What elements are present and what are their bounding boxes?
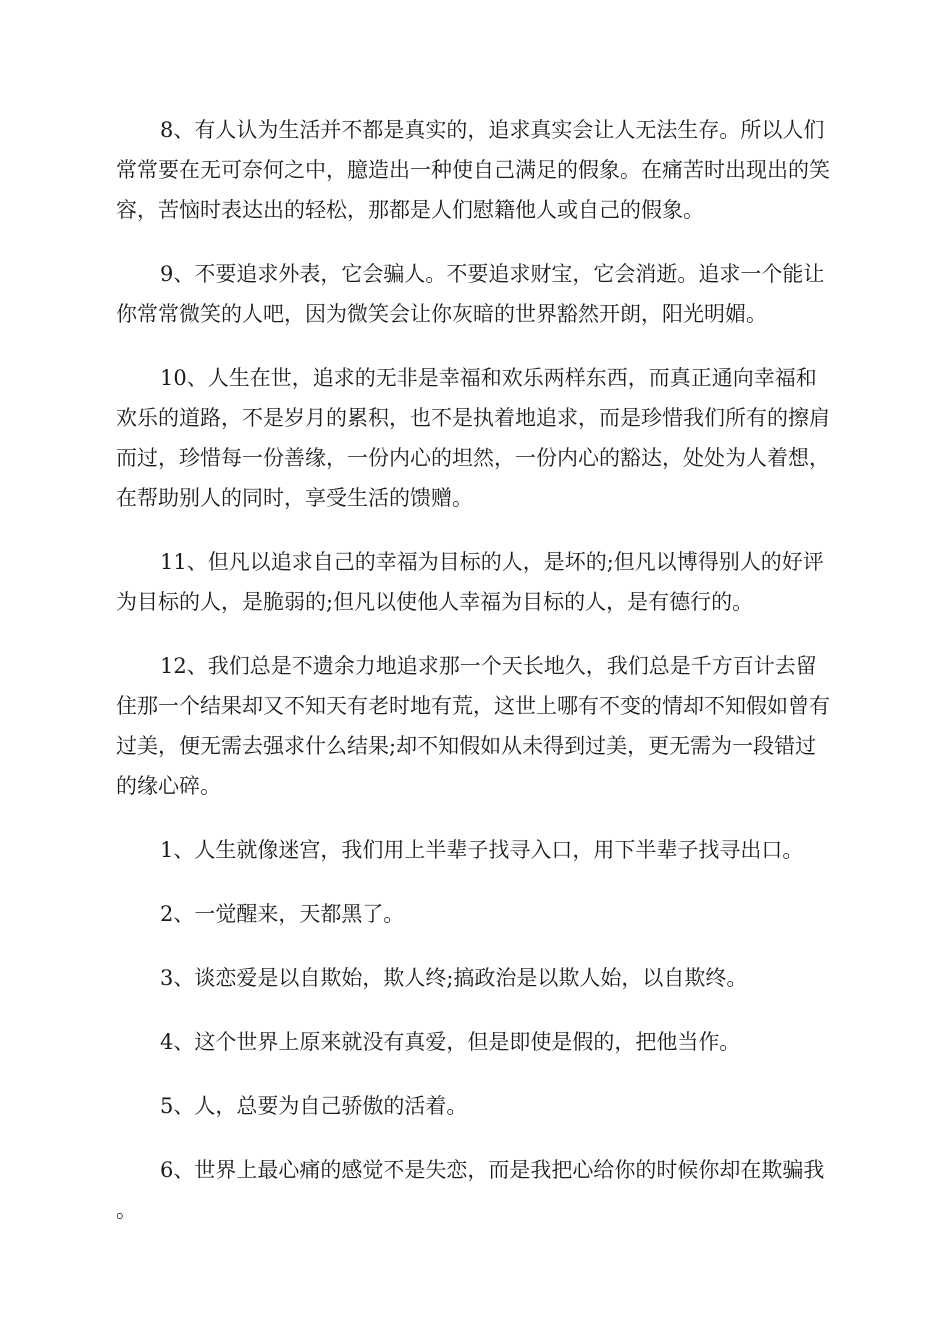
paragraph-9: 9、不要追求外表，它会骗人。不要追求财宝，它会消逝。追求一个能让你常常微笑的人吧，因为微笑会让你灰暗的世界豁然开朗，阳光明媚。: [116, 262, 825, 326]
paragraph-5: 5、人，总要为自己骄傲的活着。: [160, 1094, 468, 1118]
paragraph-3: 3、谈恋爱是以自欺始，欺人终;搞政治是以欺人始，以自欺终。: [160, 966, 748, 990]
paragraph-2: 2、一觉醒来，天都黑了。: [160, 902, 405, 926]
paragraph-1: 1、人生就像迷宫，我们用上半辈子找寻入口，用下半辈子找寻出口。: [160, 838, 804, 862]
paragraph-8: 8、有人认为生活并不都是真实的，追求真实会让人无法生存。所以人们常常要在无可奈何之中，臆造出一种使自己满足的假象。在痛苦时出现出的笑容，苦恼时表达出的轻松，那都是人们慰籍他人或自己的假象。: [116, 118, 830, 222]
paragraph-4: 4、这个世界上原来就没有真爱，但是即使是假的，把他当作。: [160, 1030, 741, 1054]
document-body: [116, 110, 836, 1254]
paragraph-6: 6、世界上最心痛的感觉不是失恋，而是我把心给你的时候你却在欺骗我。: [116, 1158, 825, 1222]
paragraph-10: 10、人生在世，追求的无非是幸福和欢乐两样东西，而真正通向幸福和欢乐的道路，不是岁月的累积，也不是执着地追求，而是珍惜我们所有的擦肩而过，珍惜每一份善缘，一份内心的坦然，一份内心的豁达，处处为人着想，在帮助别人的同时，享受生活的馈赠。: [116, 366, 830, 510]
paragraph-12: 12、我们总是不遗余力地追求那一个天长地久，我们总是千方百计去留住那一个结果却又不知天有老时地有荒，这世上哪有不变的情却不知假如曾有过美，便无需去强求什么结果;却不知假如从未得到过美，更无需为一段错过的缘心碎。: [116, 654, 830, 798]
paragraph-11: 11、但凡以追求自己的幸福为目标的人，是坏的;但凡以博得别人的好评为目标的人，是脆弱的;但凡以使他人幸福为目标的人，是有德行的。: [116, 550, 824, 614]
